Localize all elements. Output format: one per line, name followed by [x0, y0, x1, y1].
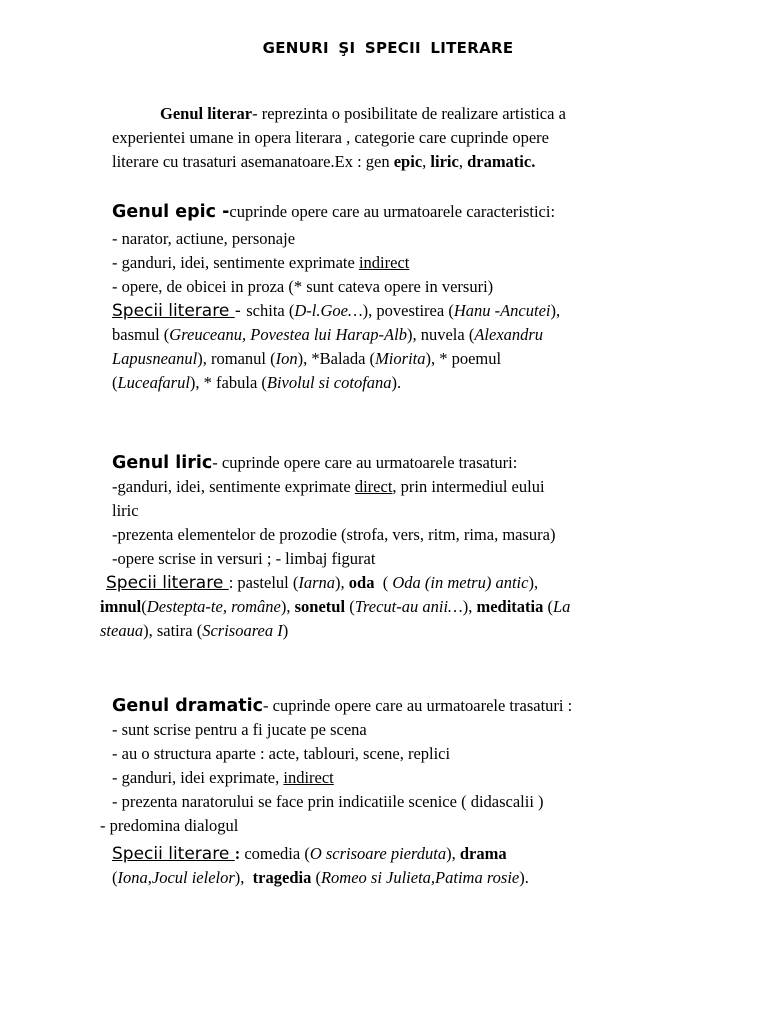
dramatic-species-text: ( [311, 868, 321, 887]
dramatic-feature-3: - ganduri, idei exprimate, [112, 768, 284, 787]
dramatic-species-text: ), [446, 844, 460, 863]
liric-species-text: ( [345, 597, 355, 616]
epic-feature-2: - ganduri, idei, sentimente exprimate [112, 253, 359, 272]
section-dramatic [100, 694, 672, 890]
intro-line-3: literare cu trasaturi asemanatoare.Ex : gen [112, 152, 394, 171]
epic-indirect: indirect [358, 253, 410, 272]
liric-species-text: ( [543, 597, 553, 616]
epic-work: D-l.Goe… [294, 301, 363, 320]
epic-work: Hanu -Ancutei [453, 301, 551, 320]
intro-comma: , [458, 152, 468, 171]
epic-species-dash: - [234, 301, 247, 321]
liric-work: Trecut-au anii… [354, 597, 463, 616]
intro-line-2: experientei umane in opera literara , categorie care cuprinde opere [112, 128, 550, 147]
epic-species-text: ), romanul ( [197, 349, 276, 368]
intro-paragraph [112, 102, 672, 174]
epic-species-text: ), nuvela ( [406, 325, 475, 344]
epic-species-text: ), *Balada ( [297, 349, 376, 368]
dramatic-feature-4: - prezenta naratorului se face prin indicatiile scenice ( didascalii ) [112, 792, 544, 811]
liric-species-name: meditatia [476, 597, 544, 616]
epic-heading-rest: cuprinde opere care au urmatoarele caracteristici: [229, 202, 556, 221]
dramatic-work: Iona,Jocul ielelor [117, 868, 235, 887]
intro-dramatic: dramatic. [467, 152, 536, 171]
dramatic-species-text: ), [234, 868, 253, 887]
epic-species-text: ), [550, 301, 561, 320]
epic-work: Alexandru [474, 325, 544, 344]
liric-feature-1: -ganduri, idei, sentimente exprimate [112, 477, 355, 496]
liric-feature-2: -prezenta elementelor de prozodie (strofa, vers, ritm, rima, masura) [112, 525, 556, 544]
document-title: GENURI ŞI SPECII LITERARE [262, 39, 514, 57]
liric-species-name: sonetul [294, 597, 346, 616]
section-epic [112, 200, 672, 395]
liric-species-label: Specii literare [106, 573, 229, 593]
intro-epic: epic [393, 152, 423, 171]
epic-species-text: ). [391, 373, 402, 392]
intro-term: Genul literar [160, 104, 253, 123]
epic-heading: Genul epic - [112, 202, 230, 222]
liric-work: Iarna [298, 573, 336, 592]
liric-work: Destepta-te, române [146, 597, 281, 616]
liric-species-text: ), satira ( [143, 621, 203, 640]
dramatic-species-text: comedia ( [244, 844, 310, 863]
dramatic-feature-5: - predomina dialogul [100, 816, 239, 835]
dramatic-feature-2: - au o structura aparte : acte, tablouri, scene, replici [112, 744, 451, 763]
section-liric [100, 451, 672, 643]
liric-direct: direct [354, 477, 393, 496]
dramatic-species-text: ( [112, 868, 118, 887]
liric-species-text: ( [374, 573, 393, 592]
epic-species-text: ), povestirea ( [362, 301, 454, 320]
liric-species-text: ), [462, 597, 477, 616]
dramatic-indirect: indirect [283, 768, 334, 787]
epic-feature-1: - narator, actiune, personaje [112, 229, 296, 248]
dramatic-heading: Genul dramatic [112, 696, 263, 716]
liric-heading-rest: - cuprinde opere care au urmatoarele trasaturi: [212, 453, 518, 472]
liric-feature-3: -opere scrise in versuri ; - limbaj figurat [112, 549, 376, 568]
epic-work: Greuceanu, Povestea lui Harap-Alb [169, 325, 407, 344]
liric-heading: Genul liric [112, 453, 213, 473]
liric-species-text: ) [282, 621, 289, 640]
epic-work: Bivolul si cotofana [266, 373, 392, 392]
liric-work: Oda (in metru) antic [392, 573, 529, 592]
dramatic-species-name: tragedia [252, 868, 312, 887]
epic-species-text: ), * fabula ( [189, 373, 267, 392]
liric-work: steaua [100, 621, 144, 640]
epic-work: Luceafarul [117, 373, 190, 392]
dramatic-species-text: : [234, 844, 245, 863]
intro-liric: liric [430, 152, 459, 171]
epic-species-label: Specii literare [112, 301, 235, 321]
liric-species-text: ), [335, 573, 349, 592]
liric-species-text: ), [280, 597, 295, 616]
dramatic-species-name: drama [459, 844, 507, 863]
liric-species-text: ( [141, 597, 147, 616]
liric-species-text: ), [528, 573, 539, 592]
epic-work: Lapusneanul [112, 349, 198, 368]
epic-work: Ion [275, 349, 298, 368]
epic-feature-3: - opere, de obicei in proza (* sunt cateva opere in versuri) [112, 277, 494, 296]
liric-feature-1-rest: , prin intermediul eului [392, 477, 545, 496]
liric-work: La [553, 597, 571, 616]
dramatic-heading-rest: - cuprinde opere care au urmatoarele trasaturi : [263, 696, 573, 715]
dramatic-species-text: ). [519, 868, 529, 887]
liric-species-name: oda [348, 573, 375, 592]
dramatic-work: Romeo si Julieta,Patima rosie [320, 868, 520, 887]
dramatic-work: O scrisoare pierduta [309, 844, 447, 863]
epic-species-text: ), * poemul [425, 349, 502, 368]
dramatic-species-label: Specii literare [112, 844, 235, 864]
epic-work: Miorita [375, 349, 426, 368]
liric-species-text: : pastelul ( [228, 573, 299, 592]
epic-species-text: ( [112, 373, 118, 392]
intro-line-1: - reprezinta o posibilitate de realizare artistica a [252, 104, 566, 123]
intro-comma: , [422, 152, 431, 171]
liric-feature-1-end: liric [112, 501, 139, 520]
dramatic-feature-1: - sunt scrise pentru a fi jucate pe scena [112, 720, 367, 739]
liric-work: Scrisoarea I [202, 621, 283, 640]
epic-species-text: schita ( [246, 301, 295, 320]
liric-species-name: imnul [100, 597, 142, 616]
epic-species-text: basmul ( [112, 325, 170, 344]
